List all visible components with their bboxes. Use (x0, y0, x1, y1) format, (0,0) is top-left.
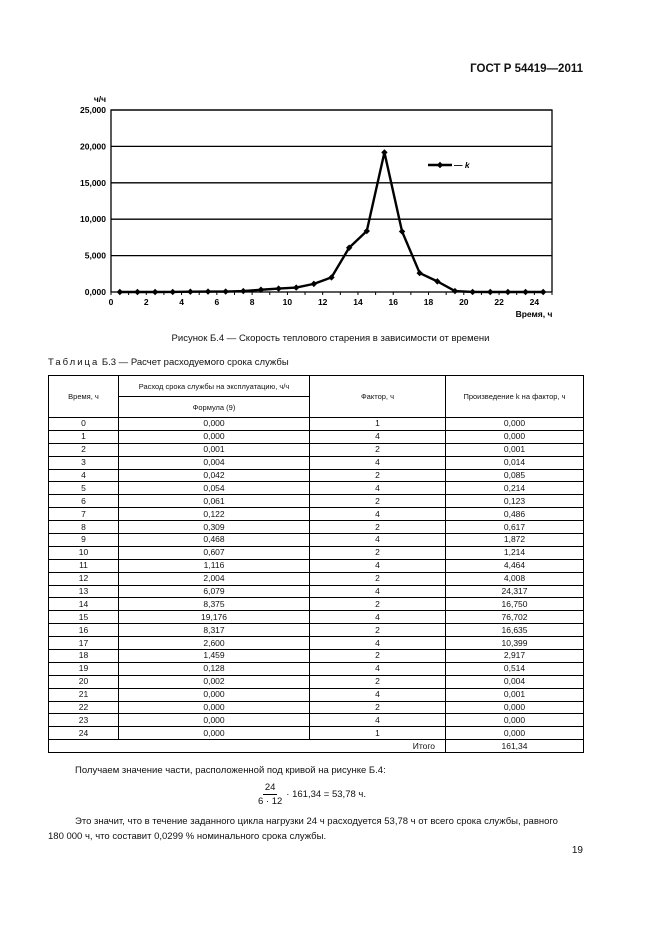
formula-rest: · 161,34 = 53,78 ч. (286, 789, 366, 800)
header-formula: Формула (9) (119, 397, 310, 418)
data-point (505, 289, 511, 295)
cell-factor: 2 (310, 598, 446, 611)
cell-time: 4 (49, 469, 119, 482)
cell-time: 12 (49, 572, 119, 585)
total-label: Итого (49, 740, 446, 753)
cell-factor: 4 (310, 585, 446, 598)
cell-product: 0,486 (446, 508, 584, 521)
figure-caption: Рисунок Б.4 — Скорость теплового старения в зависимости от времени (171, 333, 490, 344)
cell-time: 11 (49, 559, 119, 572)
table-row (49, 650, 584, 663)
cell-factor: 2 (310, 624, 446, 637)
x-tick-labels (109, 297, 540, 307)
cell-factor: 4 (310, 662, 446, 675)
cell-rate: 0,001 (119, 443, 310, 456)
plot-border (111, 110, 552, 292)
cell-factor: 2 (310, 443, 446, 456)
cell-time: 6 (49, 495, 119, 508)
cell-time: 19 (49, 662, 119, 675)
cell-factor: 4 (310, 637, 446, 650)
cell-product: 0,001 (446, 688, 584, 701)
cell-rate: 0,000 (119, 688, 310, 701)
cell-time: 8 (49, 521, 119, 534)
data-point (469, 289, 475, 295)
table-row (49, 495, 584, 508)
formula (258, 782, 366, 807)
table-row (49, 701, 584, 714)
legend-label: — k (454, 160, 470, 170)
table-row (49, 456, 584, 469)
cell-factor: 4 (310, 430, 446, 443)
cell-rate: 0,002 (119, 675, 310, 688)
cell-time: 13 (49, 585, 119, 598)
x-tick-label: 22 (494, 297, 504, 307)
y-unit-label: ч/ч (93, 94, 107, 104)
cell-factor: 4 (310, 714, 446, 727)
cell-factor: 2 (310, 495, 446, 508)
table-title (48, 357, 289, 368)
data-point (311, 281, 317, 287)
data-point (293, 284, 299, 290)
data-point (240, 288, 246, 294)
x-tick-label: 10 (282, 297, 293, 307)
x-tick-label: 12 (317, 297, 328, 307)
data-point (487, 289, 493, 295)
chart-axes (111, 110, 552, 295)
cell-time: 7 (49, 508, 119, 521)
cell-product: 4,008 (446, 572, 584, 585)
cell-rate: 2,600 (119, 637, 310, 650)
paragraph-intro: Получаем значение части, расположенной под кривой на рисунке Б.4: (75, 765, 386, 776)
y-tick-label: 20,000 (80, 141, 106, 152)
chart-legend (428, 160, 471, 170)
table-row (49, 546, 584, 559)
cell-rate: 0,000 (119, 430, 310, 443)
cell-product: 0,123 (446, 495, 584, 508)
cell-rate: 8,375 (119, 598, 310, 611)
series-line (120, 152, 543, 292)
cell-product: 0,617 (446, 521, 584, 534)
cell-time: 20 (49, 675, 119, 688)
cell-time: 16 (49, 624, 119, 637)
cell-factor: 2 (310, 546, 446, 559)
cell-rate: 0,054 (119, 482, 310, 495)
cell-product: 10,399 (446, 637, 584, 650)
cell-product: 16,635 (446, 624, 584, 637)
total-value: 161,34 (446, 740, 584, 753)
service-life-table (48, 375, 584, 753)
x-tick-label: 6 (214, 297, 220, 307)
table-row (49, 469, 584, 482)
data-point (540, 289, 546, 295)
table-row (49, 688, 584, 701)
formula-fraction (258, 782, 282, 807)
cell-product: 0,000 (446, 714, 584, 727)
paragraph-conclusion-line2: 180 000 ч, что составит 0,0299 % номинального срока службы. (48, 831, 327, 842)
x-tick-label: 8 (249, 297, 255, 307)
cell-factor: 4 (310, 611, 446, 624)
cell-rate: 0,128 (119, 662, 310, 675)
data-point (275, 285, 281, 291)
data-point (205, 288, 211, 294)
table-row (49, 585, 584, 598)
x-tick-label: 4 (179, 297, 184, 307)
cell-factor: 4 (310, 508, 446, 521)
cell-rate: 0,607 (119, 546, 310, 559)
table-row (49, 727, 584, 740)
cell-rate: 1,116 (119, 559, 310, 572)
cell-time: 3 (49, 456, 119, 469)
cell-rate: 1,459 (119, 650, 310, 663)
data-point (117, 289, 123, 295)
cell-time: 22 (49, 701, 119, 714)
cell-rate: 0,468 (119, 534, 310, 547)
table-row (49, 572, 584, 585)
x-tick-label: 0 (108, 297, 114, 307)
x-tick-label: 2 (143, 297, 149, 307)
cell-product: 4,464 (446, 559, 584, 572)
cell-product: 0,004 (446, 675, 584, 688)
cell-product: 16,750 (446, 598, 584, 611)
cell-product: 0,214 (446, 482, 584, 495)
cell-time: 9 (49, 534, 119, 547)
table-row (49, 598, 584, 611)
x-tick-label: 18 (423, 297, 434, 307)
cell-time: 1 (49, 430, 119, 443)
cell-factor: 4 (310, 534, 446, 547)
cell-factor: 1 (310, 418, 446, 431)
series-k (117, 149, 547, 295)
header-time: Время, ч (49, 376, 119, 418)
cell-factor: 2 (310, 701, 446, 714)
cell-factor: 2 (310, 650, 446, 663)
cell-product: 2,917 (446, 650, 584, 663)
cell-rate: 0,122 (119, 508, 310, 521)
header-factor: Фактор, ч (310, 376, 446, 418)
cell-time: 15 (49, 611, 119, 624)
cell-time: 23 (49, 714, 119, 727)
data-point (187, 288, 193, 294)
x-tick-label: 14 (353, 297, 363, 307)
table-row (49, 662, 584, 675)
table-row (49, 714, 584, 727)
document-header: ГОСТ Р 54419—2011 (470, 63, 583, 75)
cell-time: 24 (49, 727, 119, 740)
table-body (49, 418, 584, 740)
cell-rate: 2,004 (119, 572, 310, 585)
table-row (49, 482, 584, 495)
cell-product: 76,702 (446, 611, 584, 624)
y-tick-label: 0,000 (84, 287, 106, 297)
table-row (49, 521, 584, 534)
page-number: 19 (571, 845, 583, 856)
x-axis-label: Время, ч (515, 309, 553, 319)
cell-rate: 0,000 (119, 701, 310, 714)
y-tick-label: 15,000 (80, 177, 106, 188)
cell-rate: 0,004 (119, 456, 310, 469)
table-row (49, 559, 584, 572)
data-point (170, 289, 176, 295)
cell-product: 0,000 (446, 701, 584, 714)
cell-product: 0,000 (446, 418, 584, 431)
cell-rate: 0,042 (119, 469, 310, 482)
y-tick-label: 10,000 (80, 214, 106, 225)
y-tick-labels (80, 105, 106, 297)
table-row (49, 637, 584, 650)
formula-denominator: 6 · 12 (258, 796, 283, 807)
cell-product: 0,085 (446, 469, 584, 482)
cell-product: 0,514 (446, 662, 584, 675)
cell-factor: 4 (310, 688, 446, 701)
data-point (134, 289, 140, 295)
table-title-word: Таблица (48, 357, 100, 368)
cell-time: 10 (49, 546, 119, 559)
cell-factor: 2 (310, 469, 446, 482)
cell-time: 5 (49, 482, 119, 495)
cell-time: 21 (49, 688, 119, 701)
cell-factor: 2 (310, 572, 446, 585)
x-tick-label: 16 (388, 297, 398, 307)
cell-rate: 6,079 (119, 585, 310, 598)
table-row (49, 443, 584, 456)
cell-rate: 0,061 (119, 495, 310, 508)
cell-factor: 4 (310, 456, 446, 469)
header-product: Произведение k на фактор, ч (446, 376, 584, 418)
cell-time: 18 (49, 650, 119, 663)
cell-product: 24,317 (446, 585, 584, 598)
table-row (49, 624, 584, 637)
cell-factor: 1 (310, 727, 446, 740)
cell-time: 0 (49, 418, 119, 431)
cell-product: 0,000 (446, 430, 584, 443)
data-point (381, 149, 387, 155)
y-tick-label: 25,000 (80, 105, 106, 115)
cell-rate: 0,000 (119, 418, 310, 431)
cell-rate: 8,317 (119, 624, 310, 637)
header-rate: Расход срока службы на эксплуатацию, ч/ч (119, 376, 310, 397)
data-point (522, 289, 528, 295)
table-row (49, 534, 584, 547)
cell-product: 1,872 (446, 534, 584, 547)
cell-time: 17 (49, 637, 119, 650)
table-row (49, 611, 584, 624)
cell-factor: 4 (310, 482, 446, 495)
table-row (49, 675, 584, 688)
aging-rate-chart (0, 0, 661, 330)
cell-factor: 4 (310, 559, 446, 572)
x-tick-label: 24 (529, 297, 540, 307)
cell-rate: 0,000 (119, 727, 310, 740)
cell-rate: 19,176 (119, 611, 310, 624)
x-tick-label: 20 (459, 297, 469, 307)
cell-time: 2 (49, 443, 119, 456)
table-row (49, 430, 584, 443)
table-row (49, 418, 584, 431)
chart-grid (111, 110, 552, 256)
table-row (49, 508, 584, 521)
cell-product: 1,214 (446, 546, 584, 559)
cell-product: 0,014 (446, 456, 584, 469)
cell-rate: 0,000 (119, 714, 310, 727)
data-point (222, 288, 228, 294)
data-point (152, 289, 158, 295)
cell-factor: 2 (310, 675, 446, 688)
cell-product: 0,000 (446, 727, 584, 740)
cell-rate: 0,309 (119, 521, 310, 534)
formula-numerator: 24 (264, 782, 276, 793)
legend-marker (437, 162, 443, 168)
cell-factor: 2 (310, 521, 446, 534)
cell-time: 14 (49, 598, 119, 611)
table-title-rest: Б.3 — Расчет расходуемого срока службы (99, 357, 289, 368)
paragraph-conclusion-line1: Это значит, что в течение заданного цикла нагрузки 24 ч расходуется 53,78 ч от всего срока службы, равного (75, 816, 558, 827)
cell-product: 0,001 (446, 443, 584, 456)
y-tick-label: 5,000 (84, 250, 106, 261)
